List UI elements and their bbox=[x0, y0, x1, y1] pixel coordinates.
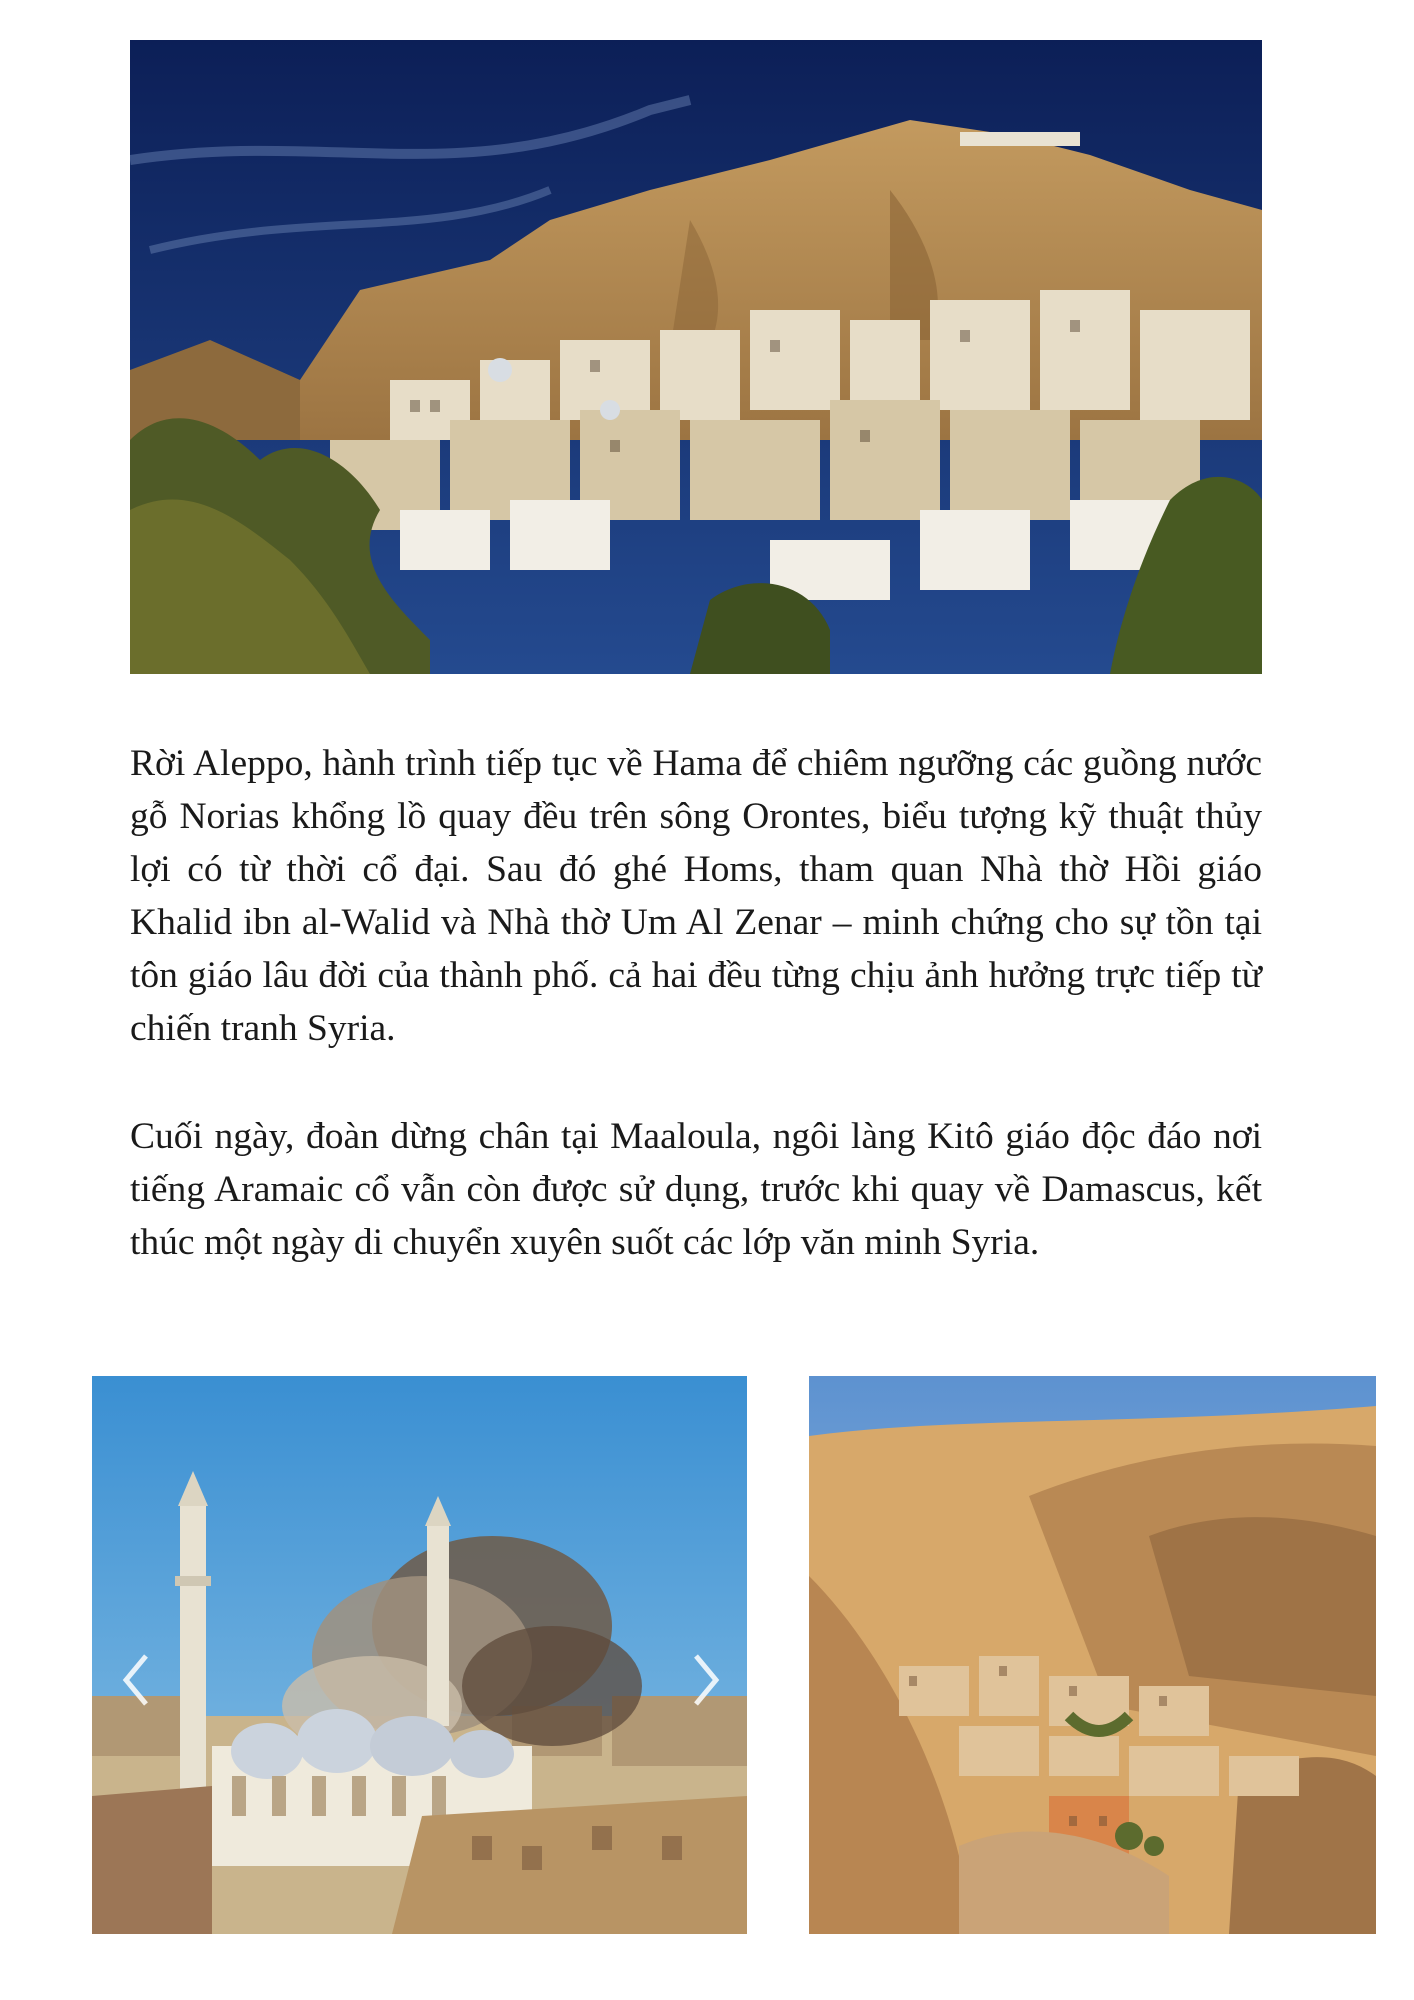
chevron-left-icon[interactable] bbox=[118, 1650, 154, 1710]
paragraph-maaloula: Cuối ngày, đoàn dừng chân tại Maaloula, ngôi làng Kitô giáo độc đáo nơi tiếng Aramaic cổ vẫn còn được sử dụng, trước khi quay về Damascus, kết thúc một ngày di chuyển xuyên suốt các lớp văn minh Syria. bbox=[130, 1116, 1262, 1263]
paragraph-hama-homs: Rời Aleppo, hành trình tiếp tục về Hama để chiêm ngưỡng các guồng nước gỗ Norias khổng lồ quay đều trên sông Orontes, biểu tượng kỹ thuật thủy lợi có từ thời cổ đại. Sau đó ghé Homs, tham quan Nhà thờ Hồi giáo Khalid ibn al-Walid và Nhà thờ Um Al Zenar – minh chứng cho sự tồn tại tôn giáo lâu đời của thành phố. cả hai đều từng chịu ảnh hưởng trực tiếp từ chiến tranh Syria. bbox=[130, 743, 1262, 1049]
photo-mosque-smoke bbox=[92, 1376, 747, 1934]
chevron-right-icon[interactable] bbox=[688, 1650, 724, 1710]
hero-photo-cliff-village bbox=[130, 40, 1262, 674]
photo-canyon-village bbox=[809, 1376, 1376, 1934]
